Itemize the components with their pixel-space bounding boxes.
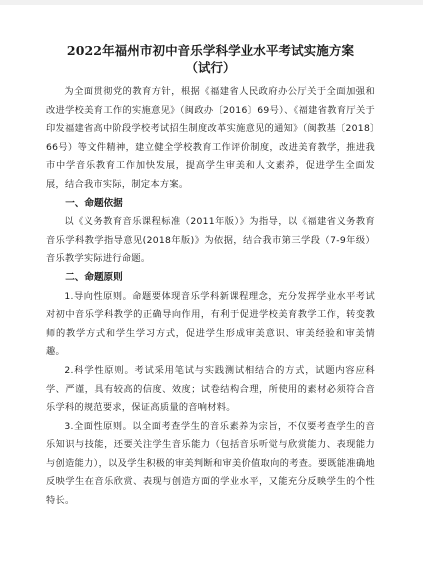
- principle-comprehensive-paragraph: 3.全面性原则。以全面考查学生的音乐素养为宗旨，不仅要考查学生的音乐知识与技能，还要关注学生音乐能力（包括音乐听觉与欣赏能力、表现能力与创造能力），以及学生积极的审美判断和审美价值取向的考查。要既能准确地反映学生在音乐欣赏、表现与创造方面的学业水平，又能充分反映学生的个性特长。: [46, 420, 375, 507]
- principle-scientific-paragraph: 2.科学性原则。考试采用笔试与实践测试相结合的方式，试题内容应科学、严谨，具有较高的信度、效度；试卷结构合理，所使用的素材必须符合音乐学科的规范要求，保证高质量的音响材料。: [46, 364, 375, 414]
- document-subtitle: （试行）: [185, 60, 236, 75]
- section-heading-principles: 二、命题原则: [65, 271, 123, 283]
- intro-paragraph: 为全面贯彻党的教育方针，根据《福建省人民政府办公厅关于全面加强和改进学校美育工作的实施意见》（闽政办〔2016〕69号）、《福建省教育厅关于印发福建省高中阶段学校考试招生制度改革实施意见的通知》（闽教基〔2018〕66号）等文件精神，建立健全学校教育工作评价制度，改进美育教学，推进我市中学音乐教育工作加快发展，提高学生审美和人文素养，促进学生全面发展，结合我市实际，制定本方案。: [46, 86, 375, 190]
- principle-guidance-paragraph: 1.导向性原则。命题要体现音乐学科新课程理念，充分发挥学业水平考试对初中音乐学科教学的正确导向作用，有利于促进学校美育教学工作，转变教师的教学方式和学生学习方式，促进学生形成审美意识、审美经验和审美情趣。: [46, 290, 375, 358]
- section-basis-paragraph: 以《义务教育音乐课程标准（2011年版）》为指导，以《福建省义务教育音乐学科教学指导意见(2018年版)》为依据，结合我市第三学段（7-9年级）音乐教学实际进行命题。: [46, 216, 375, 265]
- section-heading-basis: 一、命题依据: [65, 197, 123, 209]
- page-top-edge: [0, 0, 423, 5]
- document-title: 2022年福州市初中音乐学科学业水平考试实施方案: [66, 43, 355, 58]
